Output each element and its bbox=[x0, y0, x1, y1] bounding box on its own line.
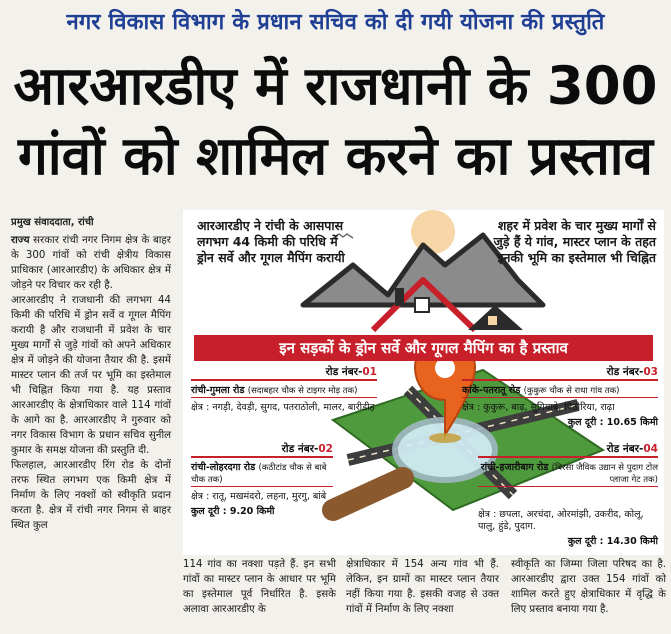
road-number: 01 bbox=[362, 366, 377, 378]
magnifier-handle-shape bbox=[333, 478, 403, 510]
article-column-3: क्षेत्राधिकार में 154 अन्य गांव भी हैं. लेकिन, इन ग्रामों का मास्टर प्लान तैयार नहीं किया गया है. इसकी वजह से उक्त गांवों में निर्माण के लिए नक्शा bbox=[346, 559, 499, 615]
road-name bbox=[462, 385, 658, 397]
byline: प्रमुख संवाददाता, रांची bbox=[11, 217, 94, 228]
road-name-detail: (कठीटांड चौक से बाबे चौक तक) bbox=[191, 463, 327, 485]
divider bbox=[462, 397, 658, 398]
road-card-2 bbox=[191, 443, 333, 518]
road-name-text: रांची-गुमला रोड bbox=[191, 385, 245, 396]
road-number-header bbox=[191, 443, 333, 458]
paragraph: आरआरडीए ने राजधानी की लगभग 44 किमी की परिधि में ड्रोन सर्वे व गूगल मैपिंग करायी है और राजधानी में प्रवेश के चार मुख्य मार्गों से जुड़े गांवों को अपने अधिकार क्षेत्र में जोड़ने की योजना तैयार की है. इसमें मास्टर प्लान की तर्ज पर भूमि का इस्तेमाल भी चिह्नित किया गया है. यह प्रस्ताव आरआरडीए के क्षेत्राधिकार वाले 114 गांवों के आगे का है. आरआरडीए ने गुरुवार को नगर विकास विभाग के प्रधान सचिव सुनील कुमार के समक्ष योजना की प्रस्तुति दी. bbox=[11, 295, 171, 456]
divider bbox=[191, 397, 377, 398]
road-number: 04 bbox=[643, 443, 658, 455]
article-column-1 bbox=[11, 233, 171, 533]
main-headline-line2: गांवों को शामिल करने का प्रस्ताव bbox=[18, 126, 653, 187]
main-headline-line1: आरआरडीए में राजधानी के 300 bbox=[13, 56, 658, 117]
road-name bbox=[191, 462, 333, 486]
road-number-header bbox=[462, 366, 658, 381]
paragraph: फिलहाल, आरआरडीए रिंग रोड के दोनों तरफ स्थित लगभग एक किमी क्षेत्र में निर्माण के लिए नक्शों को स्वीकृति प्रदान करता है. क्षेत्र में रांची नगर निगम से बाहर स्थित कुल bbox=[11, 460, 171, 531]
road-area: क्षेत्र : कुकुरू, बाढ़, सुगियाबे, पिठौरिया, राढ़ा bbox=[462, 402, 615, 413]
road-number-label: रोड नंबर- bbox=[606, 443, 644, 455]
road-name-text: रांची-हजारीबाग रोड bbox=[480, 462, 549, 473]
road-card-1 bbox=[191, 366, 377, 414]
road-area: क्षेत्र : रातू, मखमंदरो, लहना, मुरगु, बांबे bbox=[191, 491, 327, 502]
road-area: क्षेत्र : नगड़ी, देवड़ी, सुगद, पतराठोली, मालर, बारीडीह bbox=[191, 402, 375, 413]
location-pin-hole bbox=[435, 358, 455, 378]
road-name-detail: (सदाबहार चौक से टाइगर मोड़ तक) bbox=[247, 386, 358, 396]
road-number-label: रोड नंबर- bbox=[325, 366, 363, 378]
paragraph-text: सरकार रांची नगर निगम क्षेत्र के बाहर के 300 गांवों को रांची क्षेत्रीय विकास प्राधिकार (आरआरडीए) के अधिकार क्षेत्र में जोड़ने पर विचार कर रही है. bbox=[11, 235, 171, 291]
sun-shape bbox=[411, 210, 455, 254]
divider bbox=[191, 486, 333, 487]
road-number-label: रोड नंबर- bbox=[606, 366, 644, 378]
road-name-text: रांची-लोहरदगा रोड bbox=[191, 462, 256, 473]
road-length: कुल दूरी : 10.65 किमी bbox=[567, 417, 658, 428]
kicker-headline: नगर विकास विभाग के प्रधान सचिव को दी गयी योजना की प्रस्तुति bbox=[66, 10, 605, 35]
article-column-2: 114 गांव का नक्शा पड़ते हैं. इन सभी गांवों का मास्टर प्लान के आधार पर भूमि का इस्तेमाल पूर्व निर्धारित है. इसके अलावा आरआरडीए के bbox=[183, 559, 336, 615]
road-length: कुल दूरी : 14.30 किमी bbox=[567, 536, 658, 547]
paragraph bbox=[11, 233, 171, 293]
divider bbox=[478, 486, 658, 487]
infographic-right-caption: शहर में प्रवेश के चार मुख्य मार्गों से जुड़े हैं ये गांव, मास्टर प्लान के तहत इनकी भूमि का इस्तेमाल भी चिह्नित bbox=[493, 218, 656, 265]
small-window-shape bbox=[488, 316, 497, 325]
infographic-left-caption: आरआरडीए ने रांची के आसपास लगभग 44 किमी की परिधि में ड्रोन सर्वे और गूगल मैपिंग करायी bbox=[197, 218, 345, 265]
road-area: क्षेत्र : छपला, अरचंदा, ओरमांझी, उकरीद, कोलू, पालु, हुंडे, पुदाग. bbox=[478, 509, 644, 532]
road-card-4 bbox=[478, 443, 658, 548]
house-window-shape bbox=[415, 298, 429, 312]
road-name-text: कांके-पतरातू रोड bbox=[462, 385, 521, 396]
road-length: कुल दूरी : 9.20 किमी bbox=[191, 506, 275, 517]
article-column-4: स्वीकृति का जिम्मा जिला परिषद का है. आरआरडीए द्वारा उक्त 154 गांवों को शामिल करते हुए क्षेत्राधिकार में वृद्धि के लिए प्रस्ताव बनाया गया है. bbox=[511, 559, 666, 615]
road-name bbox=[478, 462, 658, 486]
road-number-label: रोड नंबर- bbox=[281, 443, 319, 455]
chimney-shape bbox=[395, 288, 404, 306]
lead-word: राज्य bbox=[11, 235, 30, 246]
road-number: 03 bbox=[643, 366, 658, 378]
pin-shadow bbox=[429, 433, 461, 443]
road-name bbox=[191, 385, 377, 397]
road-name-detail: (बिरसा जैविक उद्यान से पुदाग टोल प्लाजा गेट तक) bbox=[551, 463, 658, 485]
road-number: 02 bbox=[318, 443, 333, 455]
road-number-header bbox=[191, 366, 377, 381]
infographic-banner: इन सड़कों के ड्रोन सर्वे और गूगल मैपिंग का है प्रस्ताव bbox=[194, 335, 653, 361]
road-name-detail: (कुकुरू चौक से राधा गांव तक) bbox=[523, 386, 620, 396]
road-number-header bbox=[478, 443, 658, 458]
road-card-3 bbox=[462, 366, 658, 429]
